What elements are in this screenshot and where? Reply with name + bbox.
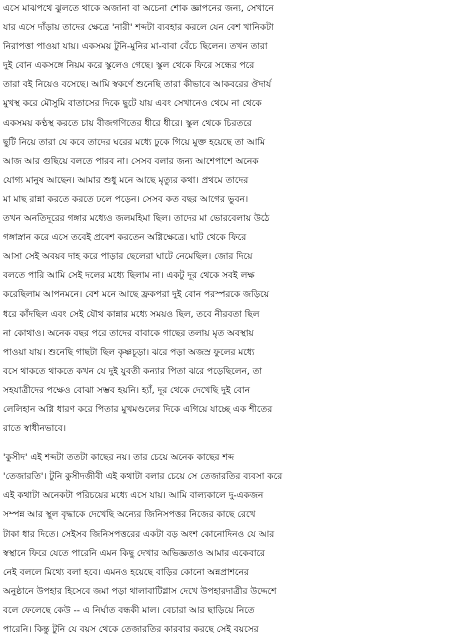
text-line: আসা সেই অবয়ব দাহ করে পাড়ার ছেলেরা ঘাটে নেমেছিল। জোর দিয়ে xyxy=(3,252,253,263)
text-line: 'কুসীদ' এই শব্দটা ততটা কাছের নয়। তার চেয়ে অনেক কাছের শব্দ xyxy=(3,453,235,464)
text-line: না কোথাও। অনেক বছর পরে তাদের বাবাকে গাছের তলায় মৃত অবস্থায় xyxy=(3,328,254,339)
text-line: নেই বললে মিথ্যে বলা হবে। এমনও হয়েছে বাড়ির কোনো অন্নপ্রাশনের xyxy=(3,567,249,578)
text-line: সহযাত্রীদের পক্ষেও বোঝা সম্ভব হয়নি। হ্যাঁ, দূর থেকে দেখেছি দুই বোন xyxy=(3,385,251,396)
text-line: দুই বোন একসঙ্গে নিয়ম করে স্কুলেও গেছে। স্কুল থেকে ফিরে সন্ধের পরে xyxy=(3,61,255,72)
text-line: রাতে স্বাধীনভাবে। xyxy=(3,424,67,435)
text-line: মুখস্থ করে মৌসুমি বাতাসের দিকে ছুটে যায় এবং সেখানেও থেমে না থেকে xyxy=(3,99,262,110)
text-line: নিরাপত্তা পাওয়া যায়। একসময় টুনি-মুনির মা-বাবা বেঁচে ছিলেন। তখন তারা xyxy=(3,42,268,53)
paragraph-2 xyxy=(3,449,454,640)
text-line: পারেনি। কিন্তু টুনি যে বয়স থেকে তেজারতির কারবার করছে সেই বয়সের xyxy=(3,625,259,635)
text-line: এই কথাটা অনেকটা পরিচয়ের মধ্যে এসে যায়। আমি বাল্যকালে দু-একজন xyxy=(3,491,264,502)
text-line: 'তেজারতি'। টুনি কুসীদজীবী এই কথাটা বলার চেয়ে সে তেজারতির ব্যবসা করে xyxy=(3,472,283,483)
text-line: বসে থাকতে থাকতে কখন যে দুই যুবতী কন্যার পিতা ঝরে পড়েছিলেন, তা xyxy=(3,366,262,377)
text-line: আজ আর গুছিয়ে বলতে পারব না। সেসব বলার জন্য আশেপাশে অনেক xyxy=(3,156,259,167)
text-line: লেলিহান অগ্নি ধারণ করে পিতার মুখমণ্ডলের দিকে এগিয়ে যাচ্ছে এক শীতের xyxy=(3,404,273,415)
text-line: এসে মাঝপথে ঝুলতে থাকে অজানা বা অচেনা শোক জ্ঞাপনের জন্য, সেখানে xyxy=(3,4,274,14)
text-line: যার এসে দাঁড়ায় তাদের ক্ষেত্রে 'নারী' শব্দটা ব্যবহার করলে যেন বেশ খানিকটা xyxy=(3,23,274,34)
text-line: অনুষ্ঠানে উপহার হিসেবে জমা পড়া থালাবাটিগ্লাস দেখে উপহারদাত্রীর উদ্দেশে xyxy=(3,586,277,597)
paragraph-gap xyxy=(3,439,454,449)
text-line: বলতে পারি আমি সেই দলের মধ্যে ছিলাম না। একটু দূর থেকে সবই লক্ষ xyxy=(3,271,255,282)
text-line: তখন অনতিদূরের গঙ্গার মধ্যেও জলমহিমা ছিল। তাদের মা ভোরবেলায় উঠে xyxy=(3,214,270,225)
text-line: ছুটি নিয়ে তারা যে কবে তাদের ঘরের মধ্যে ঢুকে গিয়ে মুক্ত হয়েছে তা আমি xyxy=(3,137,265,148)
text-line: মা মাছ রান্না করতে করতে ঢলে পড়েন। সেসব কত বছর আগের ভুবন। xyxy=(3,194,249,205)
text-line: যোগ্য মানুষ আছেন। আমার শুধু মনে আছে মৃত্যুর কথা। প্রথমে তাদের xyxy=(3,175,249,186)
text-line: একসময় কণ্ঠস্থ করতে চায় বীজগণিতের ধীরে ধীরে। স্কুল থেকে চিরতরে xyxy=(3,118,252,129)
text-line: সম্পন্ন আর স্থূল বৃদ্ধাকে দেখেছি অন্যের জিনিসপত্তর নিজের কাছে রেখে xyxy=(3,510,256,521)
text-line: ধরে কাঁদছিল এবং সেই যৌথ কান্নার মধ্যে সময়ও ছিল, তবে নীরবতা ছিল xyxy=(3,309,260,320)
text-line: স্বস্থানে ফিরে যেতে পারেনি এমন কিছু দেখার অভিজ্ঞতাও আমার একেবারে xyxy=(3,548,266,559)
text-line: করেছিলাম আপনমনে। বেশ মনে আছে ফ্রকপরা দুই বোন পরস্পরকে জড়িয়ে xyxy=(3,290,270,301)
text-line: পাওয়া যায়। শুনেছি গাছটা ছিল কৃষ্ণচূড়া। ঝরে পড়া অজস্র ফুলের মধ্যে xyxy=(3,347,255,358)
text-line: তারা বই নিয়েও বসেছে। আমি স্বকর্ণে শুনেছি তারা কীভাবে আকবরের ঔদার্য xyxy=(3,80,272,91)
text-line: টাকা ধার দিতে। সেইসব জিনিসপত্তরের একটা বড় অংশ কোনোদিনও যে আর xyxy=(3,529,275,540)
text-line: বলে ফেলেছে কেউ -- এ নির্ঘাত বন্ধকী মাল। বেচারা আর ছাড়িয়ে নিতে xyxy=(3,605,255,616)
text-line: গঙ্গাস্নান করে এসে তবেই প্রবেশ করতেন অগ্নিক্ষেত্রে। ঘাট থেকে ফিরে xyxy=(3,233,247,244)
paragraph-1 xyxy=(3,0,454,439)
